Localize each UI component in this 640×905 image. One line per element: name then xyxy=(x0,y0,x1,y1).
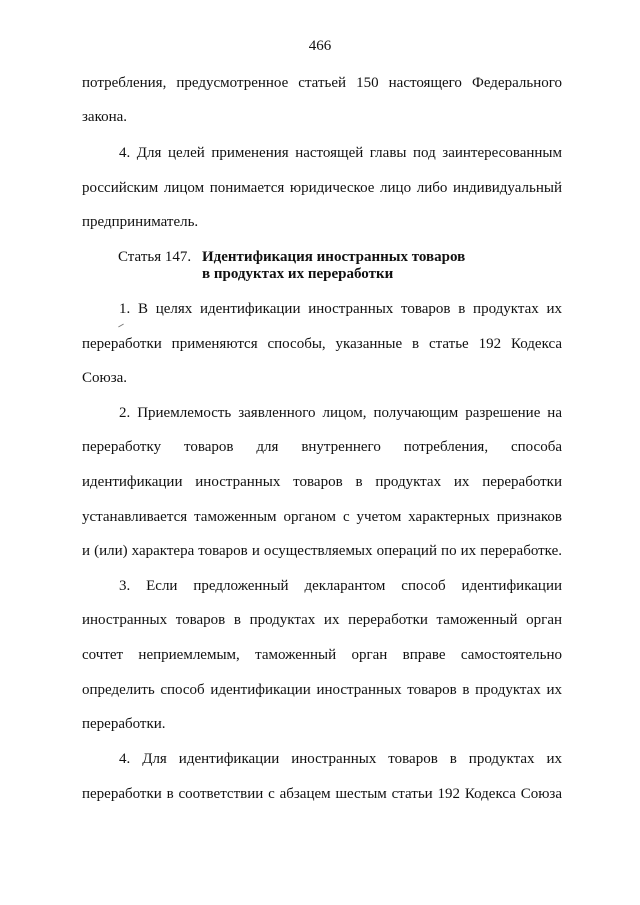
text-line: определить способ идентификации иностранных товаров в продуктах их xyxy=(82,682,562,698)
text-line: сочтет неприемлемым, таможенный орган вправе самостоятельно xyxy=(82,647,562,663)
text-line: переработки. xyxy=(82,716,166,732)
text-line: 1. В целях идентификации иностранных товаров в продуктах их xyxy=(119,301,562,317)
text-line: иностранных товаров в продуктах их переработки таможенный орган xyxy=(82,612,562,628)
text-line: переработку товаров для внутреннего потребления, способа xyxy=(82,439,562,455)
text-line: 3. Если предложенный декларантом способ идентификации xyxy=(119,578,562,594)
pencil-mark xyxy=(118,324,124,328)
text-line: и (или) характера товаров и осуществляемых операций по их переработке. xyxy=(82,543,562,559)
text-line: переработки применяются способы, указанные в статье 192 Кодекса xyxy=(82,336,562,352)
text-line: переработки в соответствии с абзацем шестым статьи 192 Кодекса Союза xyxy=(82,786,562,802)
text-line: устанавливается таможенным органом с учетом характерных признаков xyxy=(82,509,562,525)
article-title-line-1: Идентификация иностранных товаров xyxy=(202,249,466,265)
text-line: предприниматель. xyxy=(82,214,199,230)
article-title-line-2: в продуктах их переработки xyxy=(202,266,394,282)
text-line: 4. Для целей применения настоящей главы под заинтересованным xyxy=(119,145,562,161)
page-number: 466 xyxy=(308,38,332,54)
text-line: закона. xyxy=(82,109,128,125)
article-label: Статья 147. xyxy=(118,249,192,265)
text-line: 4. Для идентификации иностранных товаров в продуктах их xyxy=(119,751,562,767)
text-line: потребления, предусмотренное статьей 150 настоящего Федерального xyxy=(82,75,562,91)
text-line: Союза. xyxy=(82,370,128,386)
text-line: идентификации иностранных товаров в продуктах их переработки xyxy=(82,474,562,490)
text-line: 2. Приемлемость заявленного лицом, получающим разрешение на xyxy=(119,405,562,421)
text-line: российским лицом понимается юридическое лицо либо индивидуальный xyxy=(82,180,562,196)
